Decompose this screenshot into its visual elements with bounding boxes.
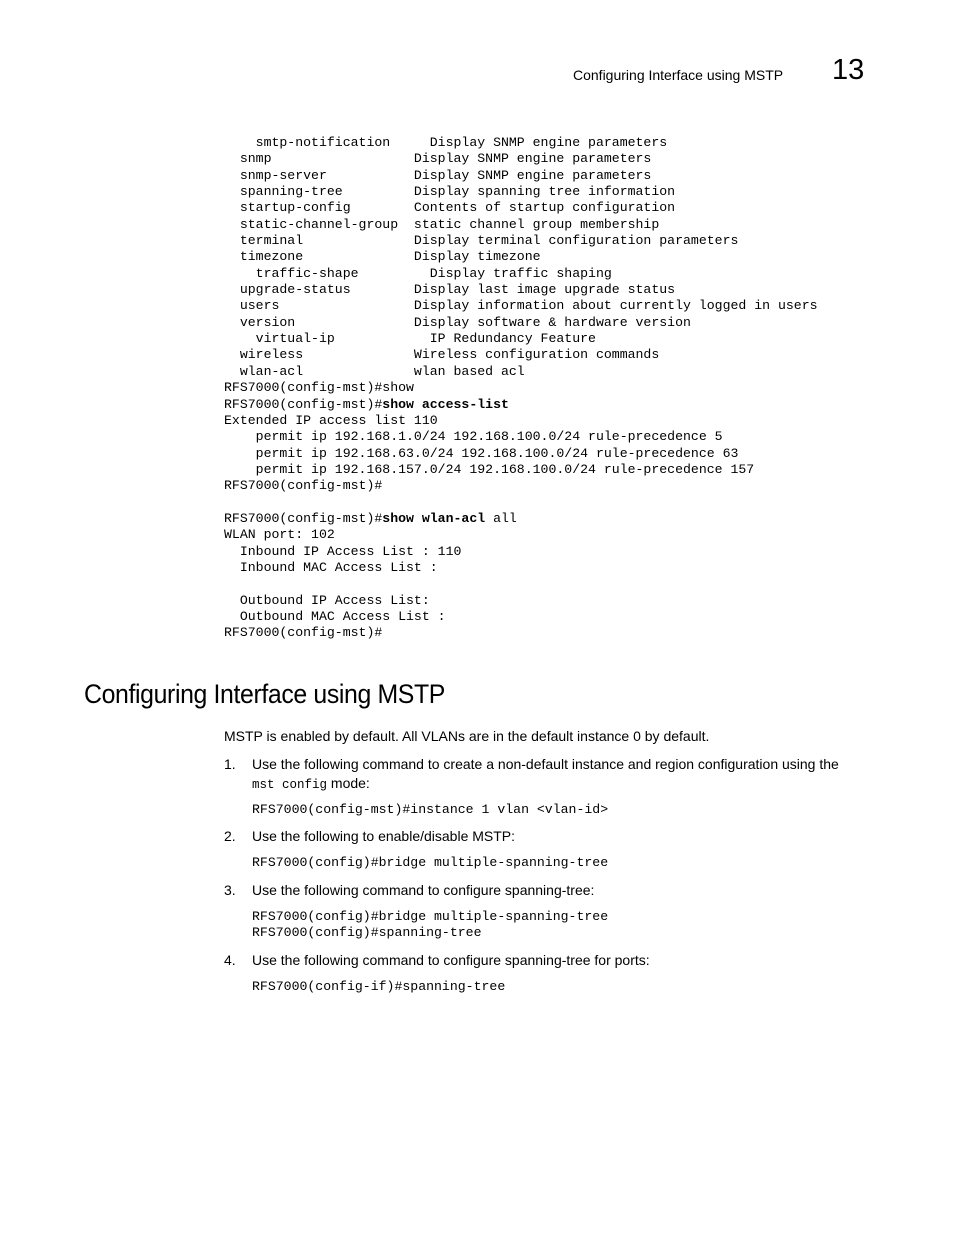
cli-line: spanning-tree Display spanning tree information [224,184,676,200]
step-code-block [252,802,608,818]
cli-line: WLAN port: 102 [224,527,335,543]
step-code-block [252,909,608,942]
step-number: 3. [224,882,236,898]
cli-line: startup-config Contents of startup configuration [224,200,676,216]
intro-paragraph: MSTP is enabled by default. All VLANs are in the default instance 0 by default. [224,728,710,744]
cli-line: timezone Display timezone [224,249,541,265]
step-text-before: Use the following command to create a non-default instance and region configuration using the [252,756,839,772]
cli-line: Outbound MAC Access List : [224,608,446,624]
cli-line: static-channel-group static channel group membership [224,216,660,232]
cli-line: upgrade-status Display last image upgrade status [224,282,676,298]
code-line: RFS7000(config-if)#spanning-tree [252,979,506,994]
cli-line: permit ip 192.168.1.0/24 192.168.100.0/24 rule-precedence 5 [224,429,723,445]
cli-command-bold: show access-list [382,396,509,412]
code-line: RFS7000(config-mst)#instance 1 vlan <vlan-id> [252,802,609,817]
step-number: 4. [224,952,236,968]
cli-line: users Display information about currently logged in users [224,298,818,314]
step-number: 1. [224,756,236,772]
cli-command-line [224,511,818,527]
cli-line: smtp-notification Display SNMP engine parameters [224,135,668,150]
cli-command-args: all [485,510,517,526]
cli-line: wireless Wireless configuration commands [224,347,660,363]
running-header-title: Configuring Interface using MSTP [573,67,784,83]
cli-line: RFS7000(config-mst)#show [224,380,414,396]
cli-prompt: RFS7000(config-mst)# [224,510,383,526]
step-text: Use the following command to configure spanning-tree for ports: [252,952,650,968]
cli-line: virtual-ip IP Redundancy Feature [224,331,596,347]
step-text: Use the following to enable/disable MSTP: [252,828,516,844]
cli-prompt: RFS7000(config-mst)# [224,396,383,412]
cli-line: Inbound IP Access List : 110 [224,543,462,559]
cli-line: RFS7000(config-mst)# [224,625,383,641]
step-text [252,755,862,795]
cli-line: traffic-shape Display traffic shaping [224,265,612,281]
cli-line: terminal Display terminal configuration parameters [224,233,739,249]
step-text: Use the following command to configure spanning-tree: [252,882,595,898]
cli-line: version Display software & hardware version [224,314,691,330]
step-number: 2. [224,828,236,844]
cli-line [224,495,818,511]
code-line: RFS7000(config)#bridge multiple-spanning-tree [252,909,609,924]
chapter-number: 13 [832,54,865,86]
cli-command-line [224,397,818,413]
cli-line: Outbound IP Access List: [224,592,430,608]
inline-code: mst config [252,778,328,792]
cli-output-block [224,135,818,642]
cli-command-bold: show wlan-acl [382,510,486,526]
cli-line: permit ip 192.168.63.0/24 192.168.100.0/24 rule-precedence 63 [224,445,739,461]
cli-line: RFS7000(config-mst)# [224,478,383,494]
section-heading: Configuring Interface using MSTP [84,679,446,709]
cli-line: wlan-acl wlan based acl [224,363,525,379]
cli-line: Extended IP access list 110 [224,412,438,428]
code-line: RFS7000(config)#bridge multiple-spanning-tree [252,855,609,870]
cli-line [224,576,818,592]
cli-line: snmp Display SNMP engine parameters [224,151,652,167]
cli-line: snmp-server Display SNMP engine parameters [224,167,652,183]
step-code-block [252,979,505,995]
code-line: RFS7000(config)#spanning-tree [252,925,482,941]
step-code-block [252,855,608,871]
cli-line: Inbound MAC Access List : [224,559,438,575]
step-text-after: mode: [327,775,370,791]
cli-line: permit ip 192.168.157.0/24 192.168.100.0/24 rule-precedence 157 [224,461,755,477]
